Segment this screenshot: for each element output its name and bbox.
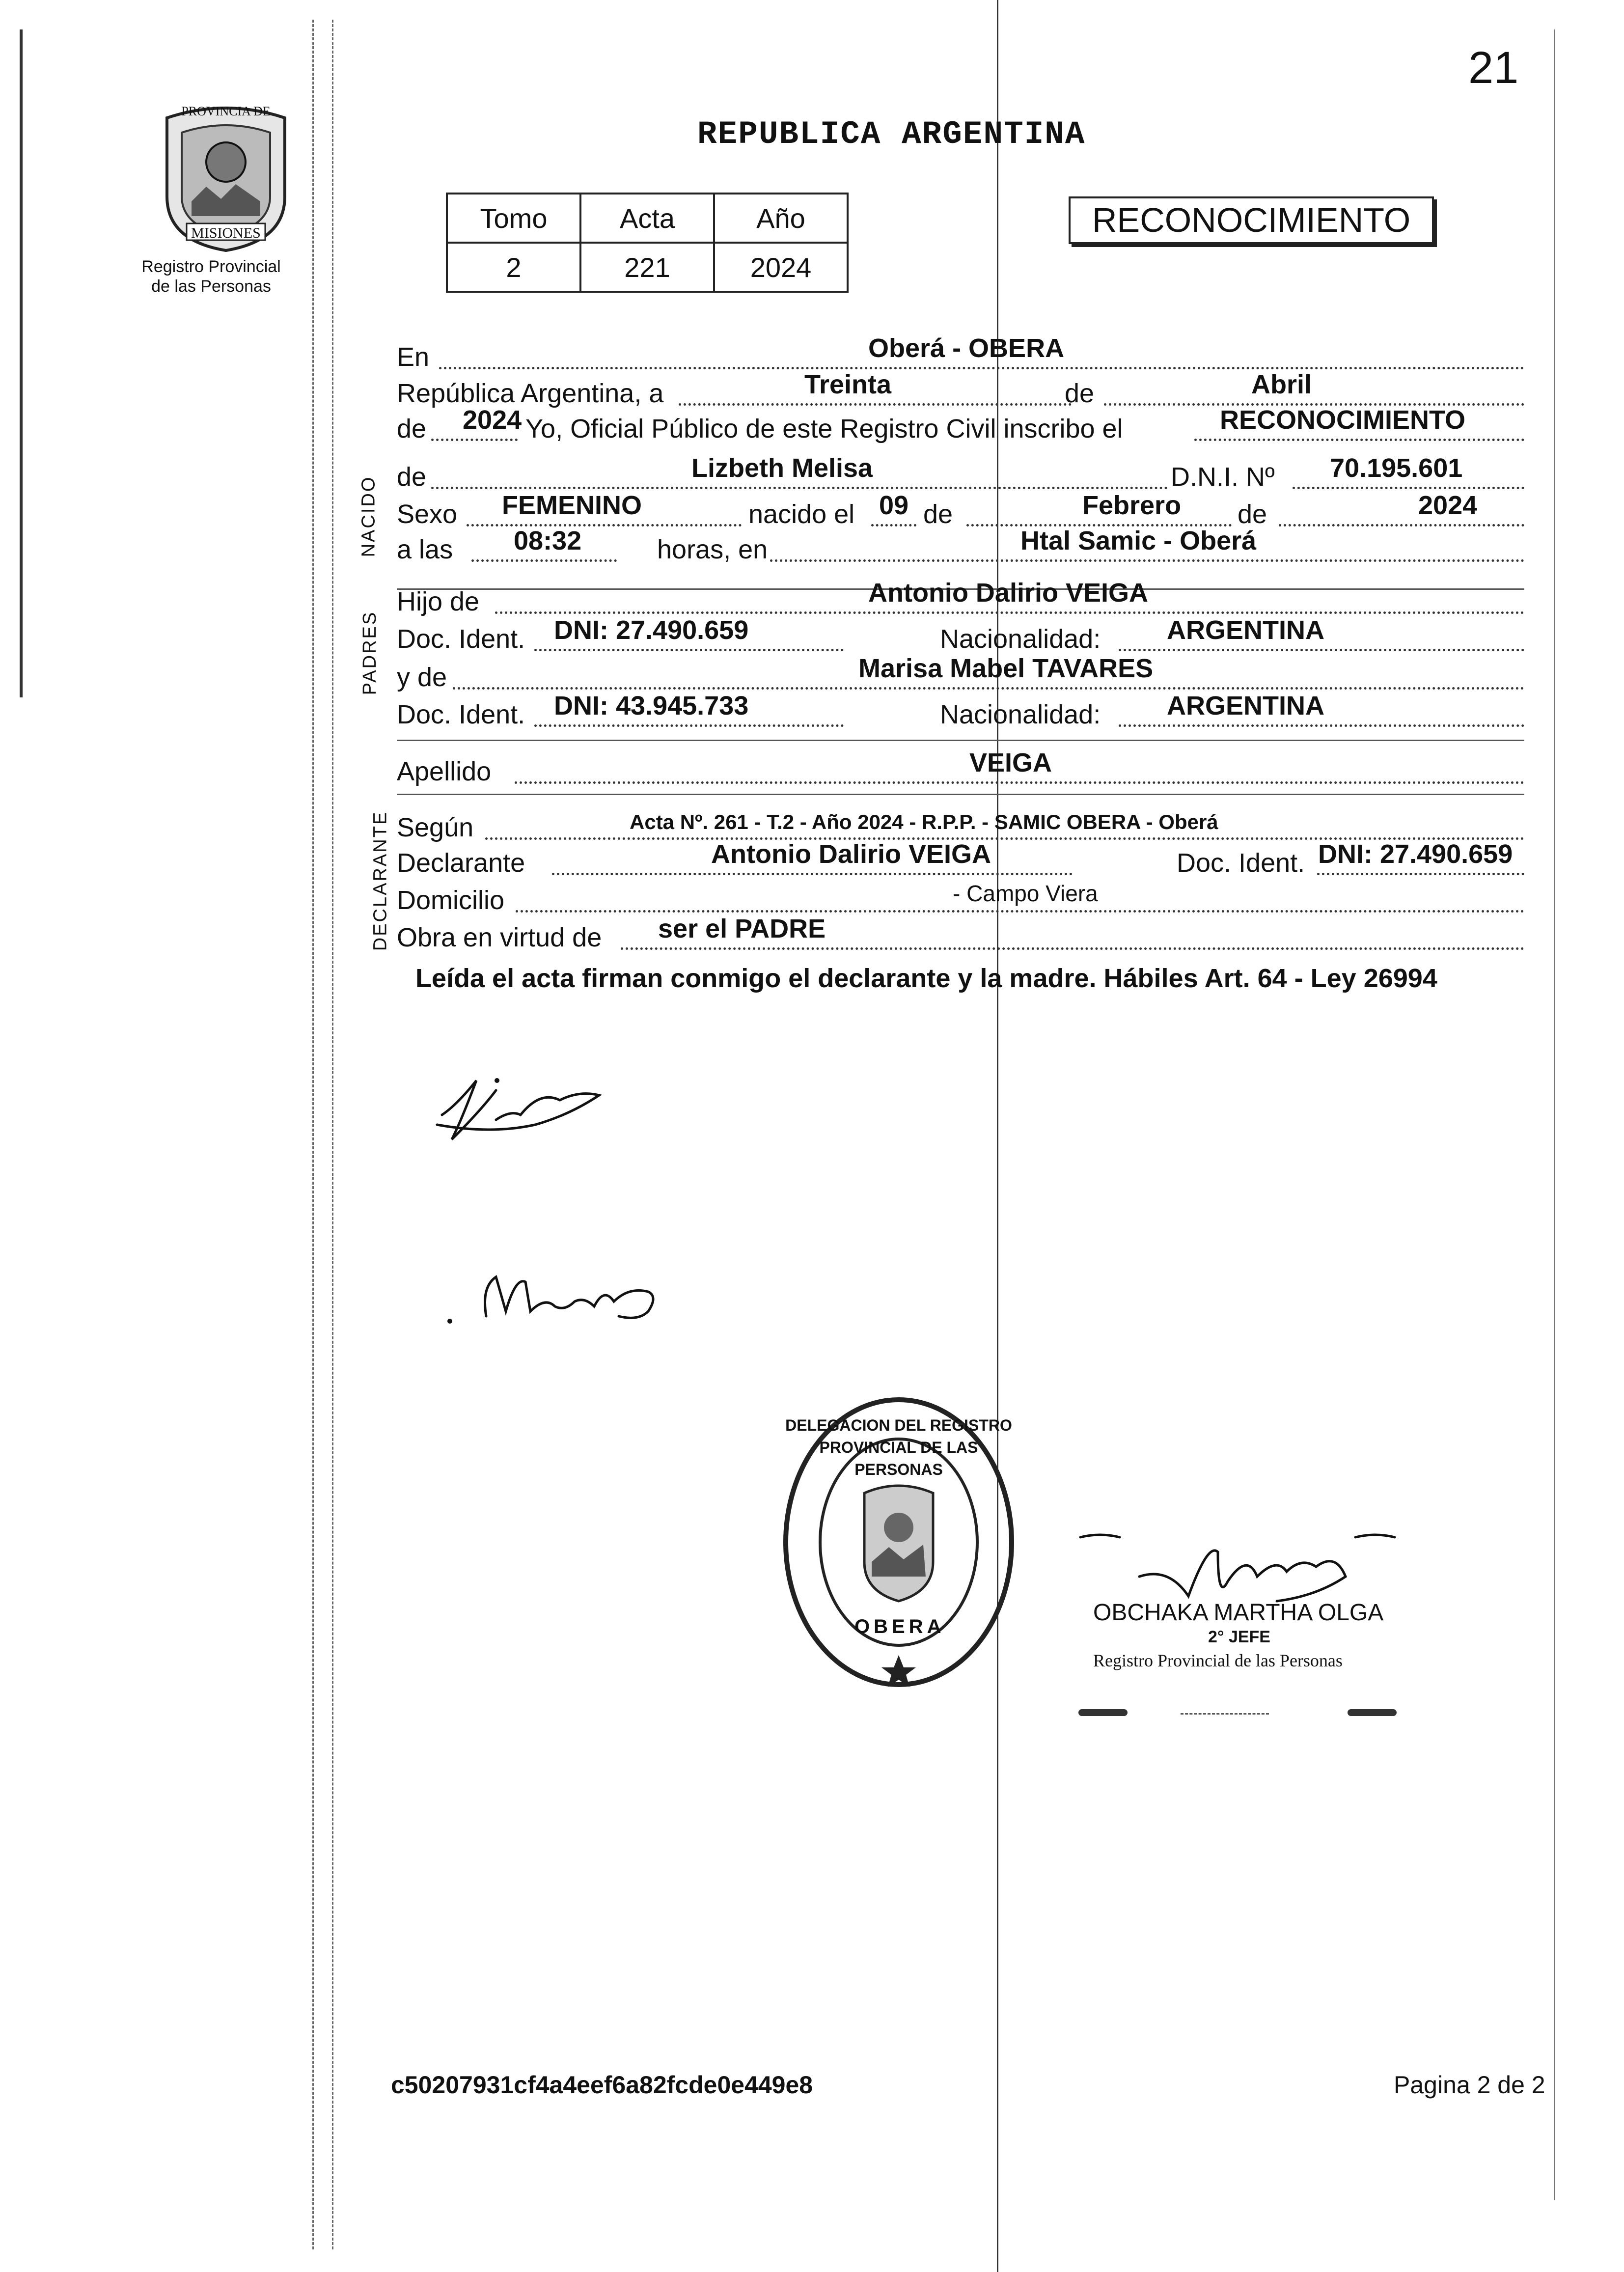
value-segun: Acta Nº. 261 - T.2 - Año 2024 - R.P.P. - SAMIC OBERA - Oberá xyxy=(630,810,1218,833)
dotted-line xyxy=(1293,487,1524,489)
label-de-year: de xyxy=(397,414,427,443)
declarant-signature xyxy=(422,1061,619,1159)
register-header-tomo: Tomo xyxy=(447,194,580,243)
register-table-value-row xyxy=(447,243,848,292)
margin-dashed-line-1 xyxy=(312,20,314,2249)
label-republica: República Argentina, a xyxy=(397,379,664,408)
section-divider xyxy=(397,794,1524,795)
dotted-line xyxy=(471,559,617,562)
seal-text-bottom: MISIONES xyxy=(191,225,261,241)
official-scribble-right xyxy=(1348,1709,1397,1716)
dotted-line xyxy=(439,367,1524,369)
dotted-line xyxy=(495,611,1524,614)
value-declarante: Antonio Dalirio VEIGA xyxy=(711,839,991,869)
register-table-header-row xyxy=(447,194,848,243)
label-obra: Obra en virtud de xyxy=(397,923,602,952)
value-en: Oberá - OBERA xyxy=(868,333,1065,363)
document-title: REPUBLICA ARGENTINA xyxy=(697,116,1086,153)
section-divider xyxy=(397,740,1524,741)
side-label-padres: PADRES xyxy=(359,610,381,695)
dotted-line xyxy=(1194,439,1524,441)
register-header-anio: Año xyxy=(714,194,848,243)
seal-text-top: PROVINCIA DE xyxy=(181,104,271,118)
row-hora-lugar xyxy=(397,527,1524,571)
value-dni: 70.195.601 xyxy=(1330,453,1463,483)
side-label-declarante: DECLARANTE xyxy=(370,810,391,951)
label-de-birth-year: de xyxy=(1238,499,1267,529)
value-sexo: FEMENINO xyxy=(502,491,642,520)
dotted-line xyxy=(1279,524,1524,526)
register-value-acta: 221 xyxy=(580,243,714,292)
official-scribble-left xyxy=(1078,1709,1128,1716)
register-value-anio: 2024 xyxy=(714,243,848,292)
value-birth-year: 2024 xyxy=(1418,491,1478,520)
page-number: 21 xyxy=(1468,43,1519,93)
value-obra: ser el PADRE xyxy=(658,914,826,943)
dotted-line xyxy=(1119,649,1524,651)
label-alas: a las xyxy=(397,535,453,564)
value-inscribe: RECONOCIMIENTO xyxy=(1220,405,1466,435)
label-inscribe: Yo, Oficial Público de este Registro Civil inscribo el xyxy=(525,414,1123,443)
margin-dashed-line-2 xyxy=(332,20,333,2249)
label-father-nat: Nacionalidad: xyxy=(940,624,1101,654)
official-line xyxy=(1181,1713,1269,1715)
left-edge-line xyxy=(20,29,23,697)
dotted-line xyxy=(552,873,1073,875)
row-apellido xyxy=(397,749,1524,793)
stamp-ring-text: DELEGACION DEL REGISTRO PROVINCIAL DE LAS PERSONAS xyxy=(785,1416,1012,1478)
dotted-line xyxy=(1317,873,1524,875)
value-hour: 08:32 xyxy=(514,526,582,555)
page-indicator: Pagina 2 de 2 xyxy=(1394,2071,1545,2099)
registry-name-line2: de las Personas xyxy=(151,277,271,296)
label-hijo: Hijo de xyxy=(397,587,480,616)
value-father-nat: ARGENTINA xyxy=(1167,615,1324,645)
value-father-name: Antonio Dalirio VEIGA xyxy=(868,578,1149,608)
label-declarante-doc: Doc. Ident. xyxy=(1177,848,1305,878)
label-en: En xyxy=(397,342,430,372)
value-declarante-doc: DNI: 27.490.659 xyxy=(1318,839,1513,869)
label-dni: D.N.I. Nº xyxy=(1171,462,1275,492)
label-domicilio: Domicilio xyxy=(397,886,505,915)
label-horas: horas, en xyxy=(657,535,768,564)
dotted-line xyxy=(871,524,916,526)
dotted-line xyxy=(1119,724,1524,727)
value-birth-day: 09 xyxy=(879,491,909,520)
value-day: Treinta xyxy=(804,370,892,399)
register-table xyxy=(446,193,849,293)
official-office: Registro Provincial de las Personas xyxy=(1093,1651,1343,1670)
value-birth-month: Febrero xyxy=(1082,491,1182,520)
mother-signature xyxy=(432,1257,688,1356)
official-position: 2° JEFE xyxy=(1208,1628,1270,1646)
dotted-line xyxy=(431,487,1168,489)
value-place: Htal Samic - Oberá xyxy=(1020,526,1257,555)
right-edge-line xyxy=(1554,29,1555,2200)
label-de-month: de xyxy=(1065,379,1095,408)
row-declarante xyxy=(397,841,1524,884)
row-year-inscribe xyxy=(397,407,1524,450)
side-label-nacido: NACIDO xyxy=(358,475,379,557)
dotted-line xyxy=(679,403,1072,406)
value-mother-doc: DNI: 43.945.733 xyxy=(554,691,749,720)
label-mother-nat: Nacionalidad: xyxy=(940,700,1101,729)
document-hash: c50207931cf4a4eef6a82fcde0e449e8 xyxy=(391,2071,813,2099)
value-month: Abril xyxy=(1251,370,1312,399)
register-value-tomo: 2 xyxy=(447,243,580,292)
dotted-line xyxy=(621,947,1524,950)
dotted-line xyxy=(431,439,518,441)
value-apellido: VEIGA xyxy=(969,748,1052,777)
label-mother-doc: Doc. Ident. xyxy=(397,700,525,729)
row-obra xyxy=(397,915,1524,959)
label-segun: Según xyxy=(397,813,474,842)
row-domicilio xyxy=(397,878,1524,921)
dotted-line xyxy=(534,649,844,651)
label-yde: y de xyxy=(397,663,447,692)
dotted-line xyxy=(453,687,1524,690)
official-name: OBCHAKA MARTHA OLGA xyxy=(1093,1600,1384,1626)
label-apellido: Apellido xyxy=(397,757,492,786)
value-year: 2024 xyxy=(463,405,522,435)
label-de-birth-month: de xyxy=(923,499,953,529)
label-de-name: de xyxy=(397,462,427,492)
value-mother-name: Marisa Mabel TAVARES xyxy=(858,654,1154,683)
dotted-line xyxy=(467,524,742,526)
dotted-line xyxy=(516,910,1524,913)
dotted-line xyxy=(534,724,844,727)
stamp-city: OBERA xyxy=(854,1616,945,1637)
dotted-line xyxy=(770,559,1524,562)
label-father-doc: Doc. Ident. xyxy=(397,624,525,654)
closing-statement: Leída el acta firman conmigo el declarante y la madre. Hábiles Art. 64 - Ley 26994 xyxy=(415,964,1437,993)
label-declarante: Declarante xyxy=(397,848,525,878)
act-type-box: RECONOCIMIENTO xyxy=(1069,196,1434,244)
label-nacido: nacido el xyxy=(748,499,855,529)
dotted-line xyxy=(515,781,1524,784)
value-father-doc: DNI: 27.490.659 xyxy=(554,615,749,645)
row-mother-doc xyxy=(397,693,1524,736)
value-domicilio: - Campo Viera xyxy=(953,881,1098,906)
registry-name-line1: Registro Provincial xyxy=(141,257,281,276)
register-header-acta: Acta xyxy=(580,194,714,243)
label-sexo: Sexo xyxy=(397,499,458,529)
value-mother-nat: ARGENTINA xyxy=(1167,691,1324,720)
value-name: Lizbeth Melisa xyxy=(691,453,873,483)
